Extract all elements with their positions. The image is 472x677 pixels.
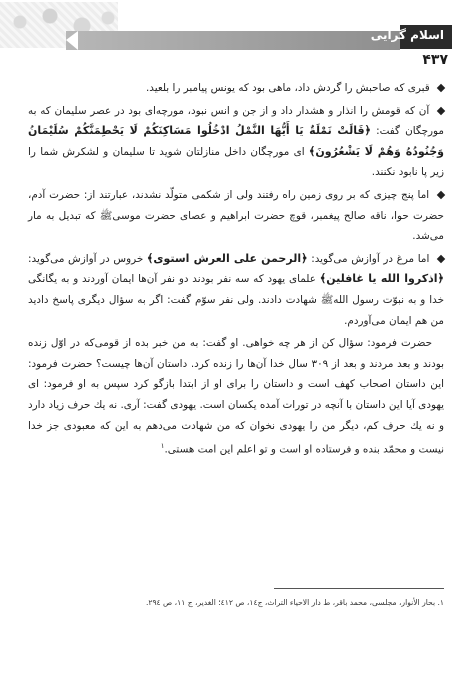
header-band [66,31,400,50]
footnote: ۱. بحار الأنوار، مجلسی، محمد باقر، ط دار الاحیاء التراث، ج۱٤، ص ٤۱۲؛ الغدیر، ج ۱۱، ص ۲۹٤. [145,598,444,607]
paragraph-text: حضرت فرمود: سؤال کن از هر چه خواهی. او گفت: به من خبر بده از قومی‌که در اوّل زنده بودند و بعد مردند و بعد از ۳۰۹ سال خدا آن‌ها را زنده کرد. داستان آن‌ها چیست؟ حضرت فرمود: این داستان اصحاب کهف است و داستان را برای او از ابتدا بازگو کرد سپس به او فرمود: ای یهودی آیا این داستان با آنچه در تورات آمده یکسان است. یهودی گفت: آری. نه یك حرف زیاد دارد و نه یك حرف کم، دیگر من را یهودی نخوان که من شهادت می‌دهم به این که معبودی جز خدا نیست و محمّد بنده و فرستاده او است و تو اعلم این امت هستی. [28,337,444,456]
diamond-bullet-icon [437,255,445,263]
paragraph-4 [28,249,444,331]
page-header [0,0,472,68]
paragraph-text: اما مرغ در آوازش می‌گوید: [311,252,430,265]
quran-phrase: ﴿الرحمن على العرش استوى﴾ [146,251,308,265]
paragraph-text: خروس در آوازش می‌گوید: [28,252,144,265]
header-arrow-icon [66,31,78,50]
quran-phrase-2: ﴿اذكروا الله يا غافلين﴾ [319,272,444,286]
diamond-bullet-icon [437,84,445,92]
quran-verse: ﴿قَالَتْ نَمْلَةٌ يَا أَيُّهَا النَّمْلُ ادْخُلُوا مَسَاكِنَكُمْ لَا يَحْطِمَنَّكُمْ سُلَيْمَانُ وَجُنُودُهُ وَهُمْ لَا يَشْعُرُونَ﴾ [28,124,445,158]
paragraph-1 [28,78,444,99]
paragraph-3 [28,185,444,247]
paragraph-text: قبری که صاحبش را گردش داد، ماهی بود که یونس پیامبر را بلعید. [145,82,430,94]
paragraph-2 [28,101,444,183]
paragraph-5 [28,333,444,460]
footnote-divider [274,588,444,589]
diamond-bullet-icon [437,191,445,199]
diamond-bullet-icon [437,106,445,114]
paragraph-text: آن که قومش را انذار و هشدار داد و از جن و انس نبود، مورچه‌ای بود در عصر سلیمان که به مورچگان گفت: [28,104,444,138]
footnote-ref[interactable]: ۱ [160,442,165,451]
paragraph-text: اما پنج چیزی که بر روی زمین راه رفتند ولی از شکمی متولّد نشدند، عبارتند از: حضرت آدم، حضرت حوا، ناقه صالح پیغمبر، قوچ حضرت ابراهیم و عصای حضرت موسیﷺ که تبدیل به مار می‌شد. [28,188,444,243]
paragraph-text: علمای یهود که سه نفر بودند دو نفر آن‌ها ایمان آوردند و به یگانگی خدا و به نبوّت رسول اللهﷺ شهادت دادند. ولی نفر سوّم گفت: اگر به سؤال دیگری پاسخ دادید من هم ایمان می‌آوردم. [28,273,444,327]
page-body [28,78,444,462]
page-number: ۴۳۷ [422,52,448,68]
paragraph-text: ای مورچگان داخل منازلتان شوید تا سلیمان و لشکرش شما را زیر پا نابود نکنند. [28,145,444,179]
book-title: اسلام گرایی [370,28,444,42]
